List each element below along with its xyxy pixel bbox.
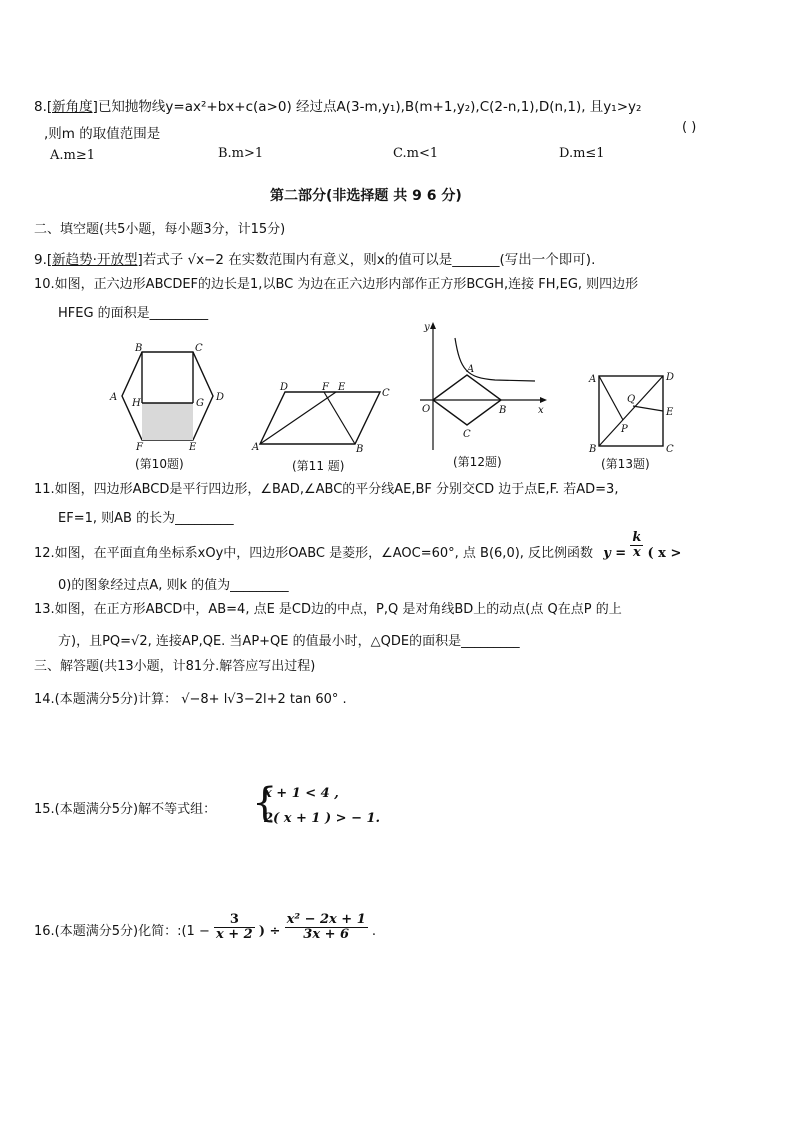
coord-label-x: x <box>538 405 544 416</box>
square-label-p: P <box>621 424 628 435</box>
q8-option-c: C.m<1 <box>393 146 439 161</box>
figure-caption-13: (第13题) <box>601 457 650 471</box>
square-label-c: C <box>666 444 674 455</box>
para-label-a: A <box>252 442 260 453</box>
q16-f2-num: x² − 2x + 1 <box>286 912 366 927</box>
q11-line1: 11.如图，四边形ABCD是平行四边形，∠BAD,∠ABC的平分线AE,BF 分别交CD 边于点E,F. 若AD=3, <box>34 482 619 497</box>
q13-line2: 方)，且PQ=√2, 连接AP,QE. 当AP+QE 的值最小时，△QDE的面积是_________ <box>58 634 520 649</box>
q16-mid: ) ÷ <box>258 924 281 939</box>
q12-frac-x: x <box>632 545 641 560</box>
para-label-b: B <box>356 444 364 455</box>
q13-line1: 13.如图，在正方形ABCD中，AB=4, 点E 是CD边的中点，P,Q 是对角线BD上的动点(点 Q在点P 的上 <box>34 602 622 617</box>
para-label-c: C <box>382 388 390 399</box>
q11-line2: EF=1, 则AB 的长为_________ <box>58 511 234 526</box>
square-label-a: A <box>589 374 597 385</box>
square-label-q: Q <box>627 394 636 405</box>
q12-text: 12.如图，在平面直角坐标系xOy中，四边形OABC 是菱形，∠AOC=60°, 点 B(6,0), 反比例函数 <box>34 546 594 561</box>
hex-label-g: G <box>196 398 204 409</box>
q15-prefix: 15.(本题满分5分)解不等式组： <box>34 802 217 817</box>
hex-label-c: C <box>195 343 203 354</box>
square-label-e: E <box>666 407 674 418</box>
q12-condition: ( x > <box>647 546 682 561</box>
q12-line1 <box>34 531 681 560</box>
hex-label-f: F <box>136 442 143 453</box>
q8-line2: ,则m 的取值范围是 <box>44 126 161 142</box>
q8-stem: 已知抛物线y=ax²+bx+c(a>0) 经过点A(3-m,y₁),B(m+1,y₂),C(2-n,1),D(n,1), 且y₁>y₂ <box>97 99 642 115</box>
figure-parallelogram <box>250 380 395 455</box>
q16-f1-den: x + 2 <box>215 927 253 942</box>
part2-title: 第二部分(非选择题 共 9 6 分) <box>270 188 462 204</box>
figure-caption-12: (第12题) <box>453 455 502 469</box>
q16-f1-num: 3 <box>214 913 255 928</box>
figure-coordinate <box>415 320 550 452</box>
square-label-b: B <box>589 444 597 455</box>
para-label-d: D <box>280 382 289 393</box>
figure-square <box>585 368 685 456</box>
para-label-f: F <box>322 382 329 393</box>
q8-tag: [新角度] <box>46 99 98 115</box>
coord-label-y: y <box>424 322 430 333</box>
q9-text: 若式子 √x−2 在实数范围内有意义，则x的值可以是_______(写出一个即可). <box>142 252 596 268</box>
q12-y-eq: y = <box>603 546 627 561</box>
hex-label-e: E <box>189 442 197 453</box>
hex-label-d: D <box>216 392 225 403</box>
q10-line1: 10.如图，正六边形ABCDEF的边长是1,以BC 为边在正六边形内部作正方形BCGH,连接 FH,EG, 则四边形 <box>34 277 639 292</box>
coord-label-o: O <box>422 404 431 415</box>
q12-frac-k: k <box>632 530 642 545</box>
hex-label-b: B <box>135 343 143 354</box>
q10-line2: HFEG 的面积是_________ <box>58 306 209 321</box>
coord-label-c: C <box>463 429 471 440</box>
q9-line <box>34 248 595 268</box>
q15-eq2: 2( x + 1 ) > − 1. <box>264 811 381 826</box>
q15-brace: { <box>252 780 278 826</box>
q16-end: . <box>371 924 377 939</box>
q16-prefix: 16.(本题满分5分)化简：:(1 − <box>34 924 210 939</box>
q14-line: 14.(本题满分5分)计算： √−8+ l√3−2l+2 tan 60° . <box>34 692 347 707</box>
square-label-d: D <box>666 372 675 383</box>
q16-line <box>34 913 376 942</box>
hex-label-h: H <box>132 398 141 409</box>
figure-caption-10: (第10题) <box>135 457 184 471</box>
q12-line2: 0)的图象经过点A, 则k 的值为_________ <box>58 578 289 593</box>
coord-label-a: A <box>467 364 475 375</box>
q9-number: 9. <box>34 252 47 268</box>
q8-line1 <box>34 95 641 115</box>
coord-label-b: B <box>499 405 507 416</box>
q9-tag: [新趋势·开放型] <box>46 252 143 268</box>
hex-label-a: A <box>110 392 118 403</box>
section3-heading: 三、解答题(共13小题，计81分.解答应写出过程) <box>34 659 316 674</box>
figure-caption-11: (第11 题) <box>292 459 345 473</box>
para-label-e: E <box>338 382 346 393</box>
q16-fraction-1 <box>214 913 255 942</box>
q15-eq1: x + 1 < 4 , <box>264 786 339 801</box>
figure-hexagon <box>105 340 235 455</box>
q8-option-d: D.m≤1 <box>559 146 605 161</box>
q8-answer-paren: ( ) <box>682 120 697 135</box>
q16-fraction-2 <box>285 913 368 942</box>
q8-number: 8. <box>34 99 47 115</box>
q16-f2-den: 3x + 6 <box>303 927 350 942</box>
section2-heading: 二、填空题(共5小题，每小题3分，计15分) <box>34 222 286 237</box>
q8-option-b: B.m>1 <box>218 146 264 161</box>
q8-option-a: A.m≥1 <box>50 148 96 163</box>
q12-fraction <box>630 531 643 560</box>
